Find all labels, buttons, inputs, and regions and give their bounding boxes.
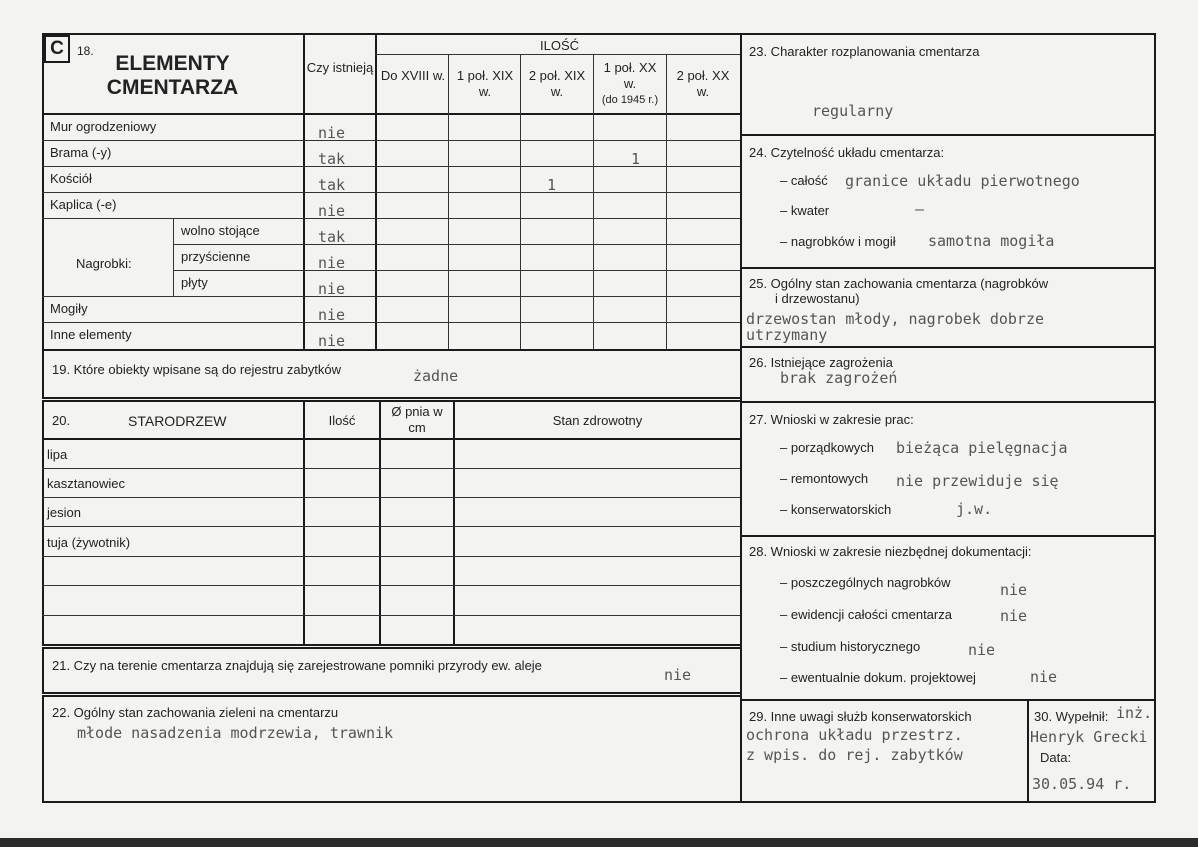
row-label-brama: Brama (-y)	[50, 145, 112, 160]
period-header-0: Do XVIII w.	[380, 68, 446, 83]
nagrobki-label: Nagrobki:	[76, 256, 132, 271]
s20-health-header: Stan zdrowotny	[552, 413, 643, 428]
section-20-box	[42, 400, 742, 646]
scan-bottom-edge	[0, 838, 1198, 847]
answer-kaplica: nie	[318, 202, 346, 220]
s29-label: 29. Inne uwagi służb konserwatorskich	[749, 709, 972, 724]
s28-item-1-label: – ewidencji całości cmentarza	[780, 607, 952, 622]
s26-answer: brak zagrożeń	[780, 369, 898, 387]
s28-item-2-label: – studium historycznego	[780, 639, 921, 654]
tree-row-1: kasztanowiec	[47, 476, 126, 491]
period-header-4: 2 poł. XX w.	[676, 68, 730, 99]
s19-label: 19. Które obiekty wpisane są do rejestru zabytków	[52, 362, 342, 377]
s25-label-line1: 25. Ogólny stan zachowania cmentarza (nagrobków	[749, 276, 1049, 291]
s18-title-line1: ELEMENTY	[115, 52, 230, 75]
s27-label: 27. Wnioski w zakresie prac:	[749, 412, 914, 427]
answer-brama: tak	[318, 150, 346, 168]
answer-wolno-stojace: tak	[318, 228, 346, 246]
row-label-plyty: płyty	[181, 275, 208, 290]
period-header-3-note: (do 1945 r.)	[601, 94, 659, 106]
kosciol-quantity: 1	[547, 176, 557, 194]
brama-quantity: 1	[631, 150, 641, 168]
s26-label: 26. Istniejące zagrożenia	[749, 355, 893, 370]
s18-title-line2: CMENTARZA	[106, 76, 239, 99]
s28-item-1-answer: nie	[1000, 607, 1028, 625]
s23-label: 23. Charakter rozplanowania cmentarza	[749, 44, 980, 59]
s28-item-3-answer: nie	[1030, 668, 1058, 686]
s20-qty-header: Ilość	[328, 413, 356, 428]
s28-item-0-label: – poszczególnych nagrobków	[780, 575, 951, 590]
row-label-inne: Inne elementy	[50, 327, 132, 342]
s28-item-2-answer: nie	[968, 641, 996, 659]
s28-label: 28. Wnioski w zakresie niezbędnej dokumentacji:	[749, 544, 1032, 559]
s23-answer: regularny	[812, 102, 894, 120]
s24-item-1-label: – kwater	[780, 203, 830, 218]
s24-label: 24. Czytelność układu cmentarza:	[749, 145, 945, 160]
period-header-1: 1 poł. XIX w.	[456, 68, 514, 99]
s24-item-2-answer: samotna mogiła	[928, 232, 1055, 250]
s30-date-label: Data:	[1040, 750, 1072, 765]
answer-kosciol: tak	[318, 176, 346, 194]
row-label-mogily: Mogiły	[50, 301, 88, 316]
answer-inne: nie	[318, 332, 346, 350]
period-header-2: 2 poł. XIX w.	[528, 68, 586, 99]
s24-item-1-answer: –	[915, 200, 925, 218]
s29-answer-line1: ochrona układu przestrz.	[746, 726, 963, 744]
qty-header: ILOŚĆ	[539, 38, 579, 53]
row-label-mur: Mur ogrodzeniowy	[50, 119, 157, 134]
s27-item-2-label: – konserwatorskich	[780, 502, 892, 517]
s20-diam-header: Ø pnia w cm	[391, 404, 443, 435]
s21-label: 21. Czy na terenie cmentarza znajdują się zarejestrowane pomniki przyrody ew. aleje	[52, 658, 542, 673]
s27-item-1-label: – remontowych	[780, 471, 869, 486]
s22-label: 22. Ogólny stan zachowania zieleni na cmentarzu	[52, 705, 339, 720]
s30-date: 30.05.94 r.	[1032, 775, 1132, 793]
s27-item-2-answer: j.w.	[956, 500, 993, 518]
s18-number: 18.	[77, 44, 94, 58]
s20-title: STARODRZEW	[128, 413, 227, 429]
answer-plyty: nie	[318, 280, 346, 298]
s25-answer-line1: drzewostan młody, nagrobek dobrze	[746, 310, 1045, 328]
s29-answer-line2: z wpis. do rej. zabytków	[746, 746, 963, 764]
s20-number: 20.	[52, 413, 71, 428]
s21-answer: nie	[664, 666, 692, 684]
s30-label: 30. Wypełnił:	[1034, 709, 1109, 724]
answer-przyscienne: nie	[318, 254, 346, 272]
s25-label-line2: i drzewostanu)	[775, 291, 860, 306]
row-label-kosciol: Kościół	[50, 171, 92, 186]
tree-row-3: tuja (żywotnik)	[47, 535, 131, 550]
answer-mogily: nie	[318, 306, 346, 324]
s25-answer-line2: utrzymany	[746, 326, 828, 344]
s24-item-0-label: – całość	[780, 173, 828, 188]
s27-item-0-label: – porządkowych	[780, 440, 874, 455]
exists-header: Czy istnieją	[306, 60, 374, 75]
s22-answer: młode nasadzenia modrzewia, trawnik	[77, 724, 394, 742]
answer-mur: nie	[318, 124, 346, 142]
period-header-3: 1 poł. XX w.	[603, 60, 657, 91]
row-label-przyscienne: przyścienne	[181, 249, 251, 264]
tree-row-0: lipa	[47, 447, 68, 462]
s28-item-0-answer: nie	[1000, 581, 1028, 599]
s28-item-3-label: – ewentualnie dokum. projektowej	[780, 670, 976, 685]
row-label-wolno-stojace: wolno stojące	[181, 223, 260, 238]
s30-name: Henryk Grecki	[1030, 728, 1148, 746]
row-label-kaplica: Kaplica (-e)	[50, 197, 117, 212]
tree-row-2: jesion	[47, 505, 81, 520]
s24-item-0-answer: granice układu pierwotnego	[845, 172, 1080, 190]
section-letter-badge: C	[44, 35, 70, 63]
s30-title: inż.	[1116, 704, 1153, 722]
s27-item-1-answer: nie przewiduje się	[896, 472, 1059, 490]
s24-item-2-label: – nagrobków i mogił	[780, 234, 896, 249]
s19-answer: żadne	[413, 367, 459, 385]
s27-item-0-answer: bieżąca pielęgnacja	[896, 439, 1068, 457]
